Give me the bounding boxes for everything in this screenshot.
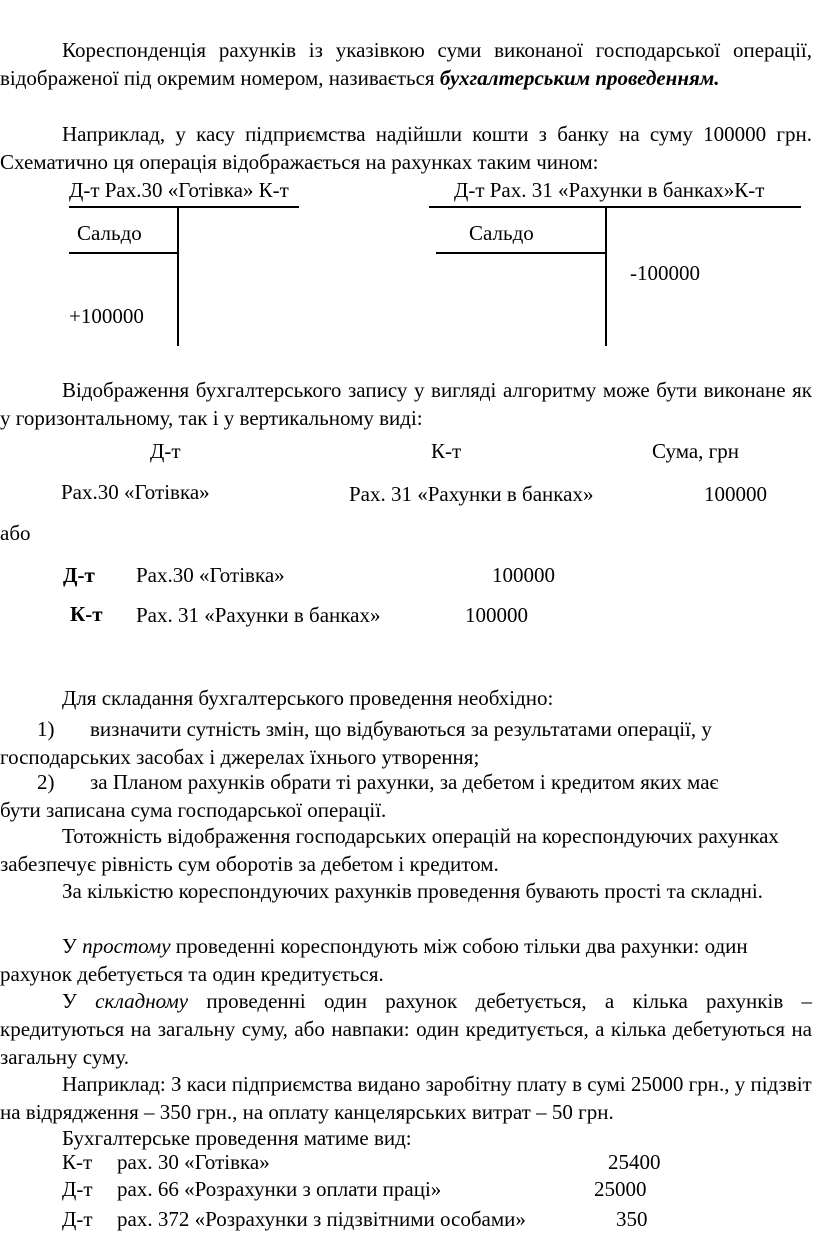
- entry2-sum: 25000: [594, 1177, 647, 1201]
- horizontal-header-credit: К-т: [431, 439, 462, 463]
- horizontal-header-debit: Д-т: [150, 439, 181, 463]
- t-account-left-title: Д-т Рах.30 «Готівка» К-т: [69, 178, 289, 202]
- t-account-left-top-line: [69, 206, 299, 208]
- or-text: або: [0, 521, 31, 545]
- intro-paragraph: [0, 36, 812, 92]
- simple-term: простому: [82, 934, 171, 958]
- step1-number: 1): [37, 717, 55, 741]
- intro-term: бухгалтерським проведенням.: [439, 66, 720, 90]
- simple-pre: У: [62, 934, 83, 958]
- simple-post: проведенні кореспондують між собою тільки два рахунки: один рахунок дебетується та один кредитується.: [0, 934, 748, 986]
- entry3-account: рах. 372 «Розрахунки з підзвітними особами»: [117, 1207, 526, 1231]
- step2-text-line1: за Планом рахунків обрати ті рахунки, за дебетом і кредитом яких має: [90, 770, 719, 794]
- vertical-account-debit: Рах.30 «Готівка»: [136, 563, 285, 587]
- steps-intro: Для складання бухгалтерського проведення необхідно:: [62, 686, 554, 710]
- identity-paragraph: Тотожність відображення господарських операцій на кореспондуючих рахунках забезпечує рівність сум оборотів за дебетом і кредитом.: [0, 824, 779, 876]
- t-account-left-saldo-line: [69, 252, 177, 254]
- algorithm-intro-paragraph: Відображення бухгалтерського запису у вигляді алгоритму може бути виконане як у горизонтальному, так і у вертикальному виді:: [0, 378, 812, 430]
- t-account-right-saldo-line: [436, 252, 605, 254]
- complex-pre: У: [62, 989, 96, 1013]
- t-account-right-saldo: Сальдо: [469, 221, 534, 245]
- vertical-sum-debit: 100000: [492, 563, 555, 587]
- example2-paragraph: Наприклад: З каси підприємства видано заробітну плату в сумі 25000 грн., у підзвіт на відрядження – 350 грн., на оплату канцелярських витрат – 50 грн.: [0, 1072, 812, 1124]
- t-account-right-top-line: [429, 206, 801, 208]
- simple-paragraph: [0, 932, 812, 988]
- intro-text: Кореспонденція рахунків із указівкою суми виконаної господарської операції, відображеної під окремим номером, називається: [0, 38, 812, 90]
- t-account-left-entry: +100000: [69, 304, 144, 328]
- entry1-side: К-т: [62, 1150, 93, 1174]
- t-account-left-divider: [177, 207, 179, 346]
- complex-term: складному: [95, 989, 189, 1013]
- horizontal-row-credit: Рах. 31 «Рахунки в банках»: [349, 482, 594, 506]
- vertical-account-credit: Рах. 31 «Рахунки в банках»: [136, 603, 381, 627]
- t-account-right-entry: -100000: [630, 261, 700, 285]
- step1-text-line2: господарських засобах і джерелах їхнього утворення;: [0, 745, 480, 769]
- t-account-right-title: Д-т Рах. 31 «Рахунки в банках»К-т: [454, 178, 765, 202]
- entry1-account: рах. 30 «Готівка»: [117, 1150, 270, 1174]
- entry-intro: Бухгалтерське проведення матиме вид:: [62, 1126, 412, 1150]
- complex-paragraph: [0, 987, 812, 1071]
- entry2-side: Д-т: [62, 1177, 93, 1201]
- vertical-side-credit: К-т: [70, 602, 103, 626]
- vertical-sum-credit: 100000: [465, 603, 528, 627]
- types-paragraph: За кількістю кореспондуючих рахунків проведення бувають прості та складні.: [62, 879, 763, 903]
- horizontal-row-sum: 100000: [704, 482, 767, 506]
- entry2-account: рах. 66 «Розрахунки з оплати праці»: [117, 1177, 442, 1201]
- vertical-side-debit: Д-т: [63, 563, 95, 587]
- step2-number: 2): [37, 770, 55, 794]
- step1-text-line1: визначити сутність змін, що відбуваються за результатами операції, у: [90, 717, 712, 741]
- horizontal-header-sum: Сума, грн: [652, 439, 740, 463]
- entry1-sum: 25400: [608, 1150, 661, 1174]
- t-account-right-divider: [605, 207, 607, 346]
- t-account-left-saldo: Сальдо: [77, 221, 142, 245]
- entry3-side: Д-т: [62, 1207, 93, 1231]
- example1-paragraph: Наприклад, у касу підприємства надійшли кошти з банку на суму 100000 грн. Схематично ця операція відображається на рахунках таким чином:: [0, 122, 812, 174]
- horizontal-row-debit: Рах.30 «Готівка»: [61, 480, 210, 504]
- complex-post: проведенні один рахунок дебетується, а кілька рахунків – кредитуються на загальну суму, або навпаки: один кредитується, а кілька дебетуються на загальну суму.: [0, 989, 812, 1069]
- step2-text-line2: бути записана сума господарської операції.: [0, 798, 387, 822]
- entry3-sum: 350: [616, 1207, 648, 1231]
